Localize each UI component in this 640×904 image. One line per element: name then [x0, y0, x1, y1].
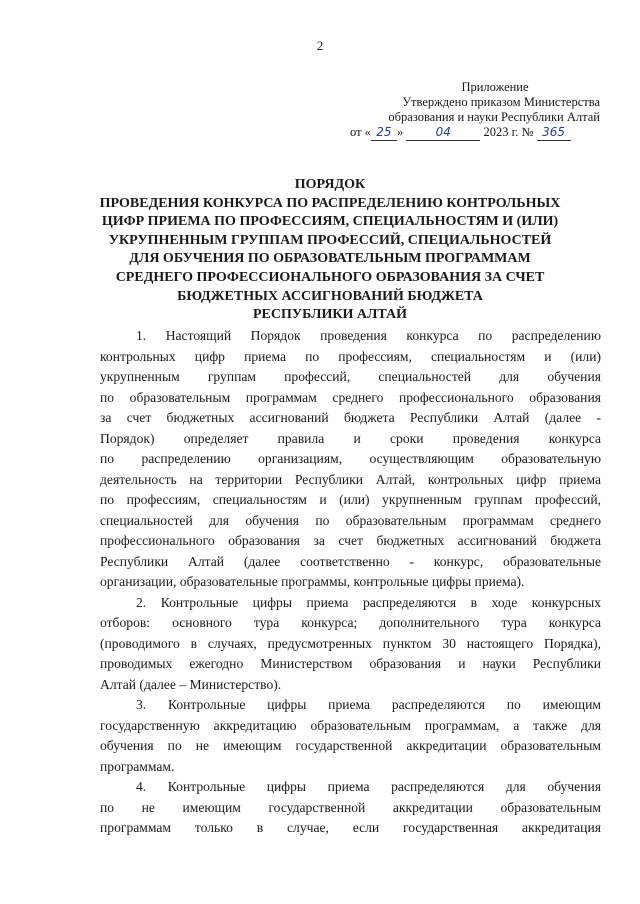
- paragraph-line: 2. Контрольные цифры приема распределяются в ходе конкурсных: [136, 594, 601, 610]
- paragraph-line: деятельность на территории Республики Алтай, контрольных цифр приема: [100, 471, 601, 487]
- title-line: УКРУПНЕННЫМ ГРУППАМ ПРОФЕССИЙ, СПЕЦИАЛЬНОСТЕЙ: [108, 232, 552, 248]
- paragraph-line: профессионального образования за счет бюджетных ассигнований бюджета: [100, 533, 601, 548]
- order-month: 04: [406, 125, 480, 141]
- order-year: 2023 г. №: [483, 125, 534, 139]
- paragraph-line: отборов: основного тура конкурса; дополнительного тура конкурса: [100, 615, 601, 630]
- document-title: [95, 176, 565, 325]
- paragraph-line: обучения по не имеющим государственной аккредитации образовательным: [100, 738, 601, 753]
- order-day: 25: [371, 125, 397, 141]
- paragraph-line: по профессиям, специальностям и (или) укрупненным группам профессий,: [100, 492, 601, 507]
- paragraph-line: контрольных цифр приема по профессиям, специальностям и (или): [100, 348, 601, 364]
- title-heading: ПОРЯДОК: [294, 177, 366, 192]
- paragraph-line: (проводимого в случаях, предусмотренных пунктом 30 настоящего Порядка),: [100, 635, 601, 651]
- paragraph-line: 4. Контрольные цифры приема распределяются для обучения: [136, 779, 601, 794]
- paragraph-line: по распределению организациям, осуществляющим образовательную: [100, 451, 601, 466]
- paragraph-line: специальностей для обучения по образовательным программам среднего: [100, 512, 601, 528]
- paragraph-line: государственную аккредитацию образовательным программам, а также для: [100, 717, 601, 733]
- page-number: 2: [316, 38, 324, 53]
- paragraph-line: организации, образовательные программы, контрольные цифры приема).: [100, 574, 525, 589]
- title-line: ПРОВЕДЕНИЯ КОНКУРСА ПО РАСПРЕДЕЛЕНИЮ КОНТРОЛЬНЫХ: [99, 195, 561, 211]
- paragraph-1: [100, 326, 601, 593]
- title-line: РЕСПУБЛИКИ АЛТАЙ: [252, 307, 408, 323]
- paragraph-line: за счет бюджетных ассигнований бюджета Республики Алтай (далее -: [100, 410, 601, 425]
- paragraph-line: проводимых ежегодно Министерством образования и науки Республики: [100, 656, 601, 671]
- paragraph-line: 3. Контрольные цифры приема распределяются по имеющим: [136, 697, 601, 712]
- paragraph-line: Порядок) определяет правила и сроки проведения конкурса: [100, 430, 601, 446]
- title-line: БЮДЖЕТНЫХ АССИГНОВАНИЙ БЮДЖЕТА: [177, 288, 483, 304]
- title-line: СРЕДНЕГО ПРОФЕССИОНАЛЬНОГО ОБРАЗОВАНИЯ ЗА СЧЕТ: [115, 269, 545, 285]
- paragraph-line: по не имеющим государственной аккредитации образовательным: [100, 799, 601, 815]
- title-line: ДЛЯ ОБУЧЕНИЯ ПО ОБРАЗОВАТЕЛЬНЫМ ПРОГРАММАМ: [129, 251, 531, 267]
- paragraph-line: Республики Алтай (далее соответственно - конкурс, образовательные: [100, 553, 601, 569]
- order-mid: »: [396, 125, 404, 139]
- paragraph-3: [100, 695, 601, 777]
- paragraph-line: 1. Настоящий Порядок проведения конкурса по распределению: [136, 328, 601, 343]
- paragraph-4: [100, 777, 601, 839]
- order-prefix: от «: [350, 125, 371, 139]
- paragraph-line: по образовательным программам среднего профессионального образования: [100, 389, 601, 405]
- order-number: 365: [537, 125, 571, 141]
- document-body: [100, 326, 601, 839]
- order-line: [350, 125, 600, 141]
- approved-line-2: образования и науки Республики Алтай: [388, 110, 600, 124]
- title-line: ЦИФР ПРИЕМА ПО ПРОФЕССИЯМ, СПЕЦИАЛЬНОСТЯМ И (ИЛИ): [101, 214, 559, 230]
- appendix-block: [350, 80, 600, 141]
- paragraph-line: укрупненным группам профессий, специальностей для обучения: [100, 369, 601, 384]
- paragraph-line: программам только в случае, если государственная аккредитация: [100, 820, 601, 835]
- approved-line-1: Утверждено приказом Министерства: [402, 95, 600, 109]
- paragraph-2: [100, 593, 601, 696]
- appendix-label: Приложение: [461, 80, 529, 94]
- paragraph-line: программам.: [100, 758, 175, 774]
- paragraph-line: Алтай (далее – Министерство).: [100, 676, 282, 692]
